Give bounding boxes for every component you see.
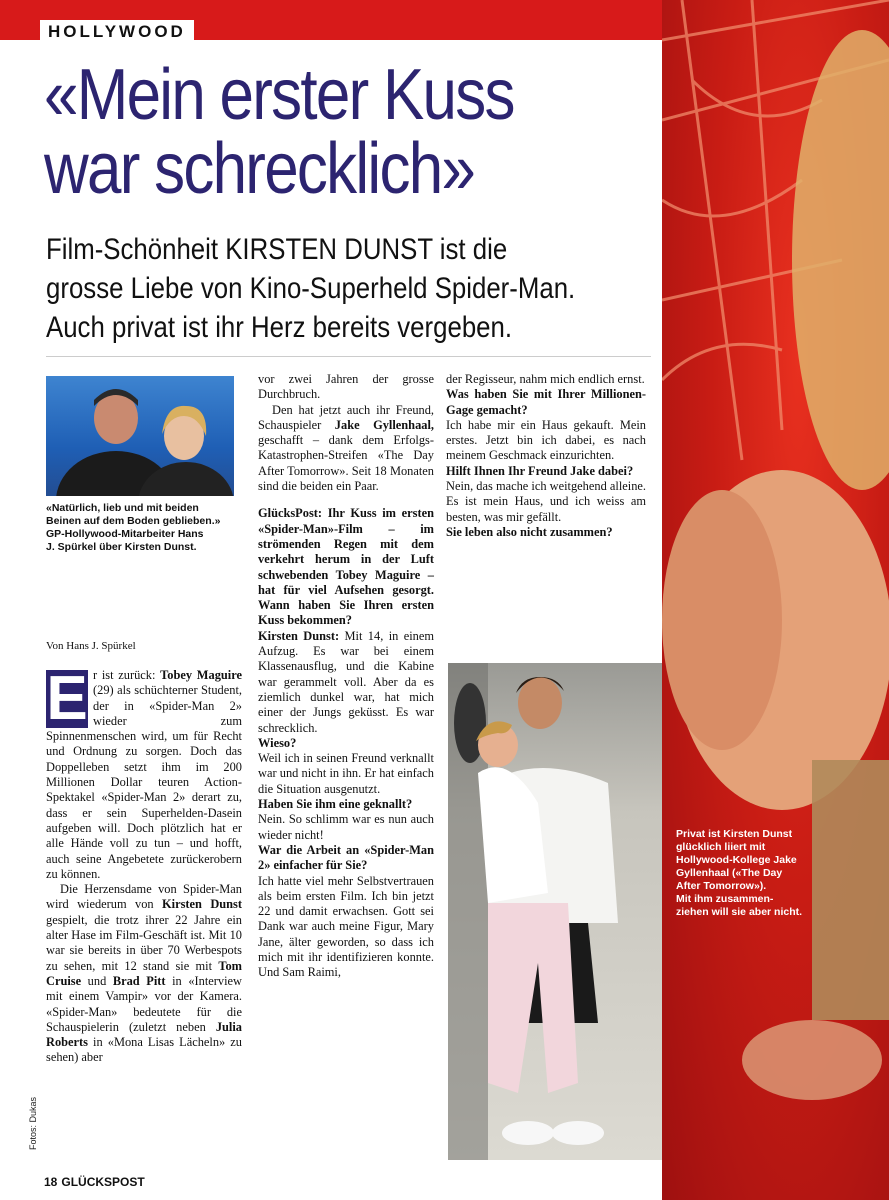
page-footer bbox=[44, 1175, 149, 1189]
interview-answer: Nein. So schlimm war es nun auch wieder nicht! bbox=[258, 812, 434, 842]
caption-line: After Tomorrow»). bbox=[676, 880, 767, 892]
byline: Von Hans J. Spürkel bbox=[46, 640, 136, 652]
subheadline-line: Auch privat ist ihr Herz bereits vergeben. bbox=[46, 311, 513, 344]
caption-line: glücklich liiert mit bbox=[676, 841, 766, 853]
name: Julia Roberts bbox=[46, 1019, 242, 1050]
headline-line-1: «Mein erster Kuss bbox=[44, 55, 514, 135]
interview-answer: Nein, das mache ich weitgehend alleine. Es ist mein Haus, und ich weiss am besten, was mir gefällt. bbox=[446, 479, 646, 524]
caption-line: «Natürlich, lieb und mit beiden bbox=[46, 502, 199, 514]
interview-answer: Weil ich in seinen Freund verknallt war und nicht in ihn. Er hat einfach die Situation ausgenutzt. bbox=[258, 751, 434, 796]
text: r ist zurück: bbox=[93, 668, 161, 682]
name: Tom Cruise bbox=[46, 958, 242, 988]
interview-question: Hilft Ihnen Ihr Freund Jake dabei? bbox=[446, 463, 634, 478]
paragraph: vor zwei Jahren der grosse Durchbruch. bbox=[258, 372, 434, 402]
subheadline-line: grosse Liebe von Kino-Superheld Spider-Man. bbox=[46, 272, 576, 305]
interview-question: GlücksPost: Ihr Kuss im ersten «Spider-Man»-Film – im strömenden Regen mit dem verkehrt herum in der Luft schwebenden Tobey Maguire – hat für viel Aufsehen gesorgt. Wann haben Sie Ihren ersten Kuss bekommen? bbox=[258, 506, 434, 628]
interview-question: Was haben Sie mit Ihrer Millionen-Gage gemacht? bbox=[446, 387, 646, 417]
interview-answer: Mit 14, in einem Aufzug. Es war bei einem Klassenausflug, und die Kabine war gerammelt voll. Aber da es ziemlich dunkel war, hat mich einer der Jungs geküsst. Es war schrecklich. bbox=[258, 628, 434, 735]
interview-question: Sie leben also nicht zusammen? bbox=[446, 524, 613, 539]
magazine-name: GLÜCKSPOST bbox=[61, 1175, 145, 1189]
caption-line: ziehen will sie aber nicht. bbox=[676, 906, 803, 918]
interview-question: Haben Sie ihm eine geknallt? bbox=[258, 797, 413, 812]
photo-spuerkel-dunst bbox=[46, 376, 234, 496]
paragraph: der Regisseur, nahm mich endlich ernst. bbox=[446, 372, 645, 386]
headline-line-2: war schrecklich» bbox=[44, 129, 475, 209]
text: und bbox=[81, 973, 113, 988]
interview-answer: Ich hatte viel mehr Selbstvertrauen als beim ersten Film. Ich bin jetzt 22 und damit erwachsen. Gott sei Dank war auch meine Figur, Mary Jane, älter geworden, so dass ich mich mit ihr identifizieren konnte. Und Sam Raimi, bbox=[258, 873, 434, 980]
caption-line: Mit ihm zusammen- bbox=[676, 893, 774, 905]
name: Tobey Maguire bbox=[160, 668, 243, 682]
caption-line: Privat ist Kirsten Dunst bbox=[676, 828, 793, 840]
caption-line: Gyllenhaal («The Day bbox=[676, 867, 783, 879]
text: in «Interview mit einem Vampir» vor der Kamera. «Spider-Man» bedeutete für die Schauspielerin (zuletzt neben bbox=[46, 973, 242, 1034]
section-label: HOLLYWOOD bbox=[40, 20, 194, 42]
photo-dunst-gyllenhaal bbox=[448, 663, 662, 1160]
text: gespielt, die trotz ihrer 22 Jahre ein alter Hase im Film-Geschäft ist. Mit 10 war sie bereits in über 70 Werbespots zu sehen, mit 12 stand sie mit bbox=[46, 912, 242, 973]
interview-question: Wieso? bbox=[258, 735, 297, 750]
article-column-3 bbox=[446, 372, 646, 540]
headline bbox=[44, 55, 577, 209]
caption-line: Hollywood-Kollege Jake bbox=[676, 854, 797, 866]
interview-answer: Ich habe mir ein Haus gekauft. Mein erstes. Jetzt bin ich dabei, es nach meinem Geschmack einzurichten. bbox=[446, 417, 646, 463]
text: Die Herzensdame von Spider-Man wird wiederum von bbox=[46, 882, 242, 912]
caption-line: Beinen auf dem Boden geblieben.» bbox=[46, 515, 221, 527]
name: Brad Pitt bbox=[112, 973, 166, 988]
photo-caption bbox=[46, 502, 241, 554]
text: geschafft – dank dem Erfolgs-Katastrophen-Streifen «The Day After Tomorrow». Seit 18 Monaten sind die beiden ein Paar. bbox=[258, 433, 434, 494]
article-column-1 bbox=[46, 664, 243, 1066]
divider bbox=[46, 356, 651, 357]
article-column-2 bbox=[258, 372, 434, 981]
caption-line: J. Spürkel über Kirsten Dunst. bbox=[46, 541, 197, 553]
text: (29) als schüchterner Student, der in «Spider-Man 2» wieder zum Spinnenmenschen wird, um für Recht und Ordnung zu sorgen. Doch das Doppelleben setzt ihm im 200 Millionen Dollar teuren Action-Spektakel «Spider-Man 2» derart zu, dass er sein Superhelden-Dasein aufgeben will. Doch plötzlich hat er alle Hände voll zu tun – und hofft, auch seine Angebetete zurückerobern zu können. bbox=[46, 683, 242, 881]
spiderweb-photo bbox=[662, 0, 889, 1200]
name: Jake Gyllenhaal, bbox=[334, 417, 434, 432]
caption-line: GP-Hollywood-Mitarbeiter Hans bbox=[46, 528, 204, 540]
drop-cap: E bbox=[46, 664, 88, 733]
subheadline bbox=[46, 230, 648, 347]
subheadline-line: Film-Schönheit KIRSTEN DUNST ist die bbox=[46, 233, 508, 266]
photo-caption-2 bbox=[676, 828, 831, 919]
text: in «Mona Lisas Lächeln» zu sehen) aber bbox=[46, 1035, 242, 1065]
photo-credit: Fotos: Dukas bbox=[28, 1096, 38, 1150]
interview-question: War die Arbeit an «Spider-Man 2» einfacher für Sie? bbox=[258, 842, 434, 873]
speaker-label: Kirsten Dunst: bbox=[258, 628, 340, 643]
hair-shape bbox=[792, 30, 889, 490]
page-number: 18 bbox=[44, 1175, 58, 1189]
text: Den hat jetzt auch ihr Freund, Schauspieler bbox=[258, 402, 434, 432]
name: Kirsten Dunst bbox=[162, 897, 242, 912]
